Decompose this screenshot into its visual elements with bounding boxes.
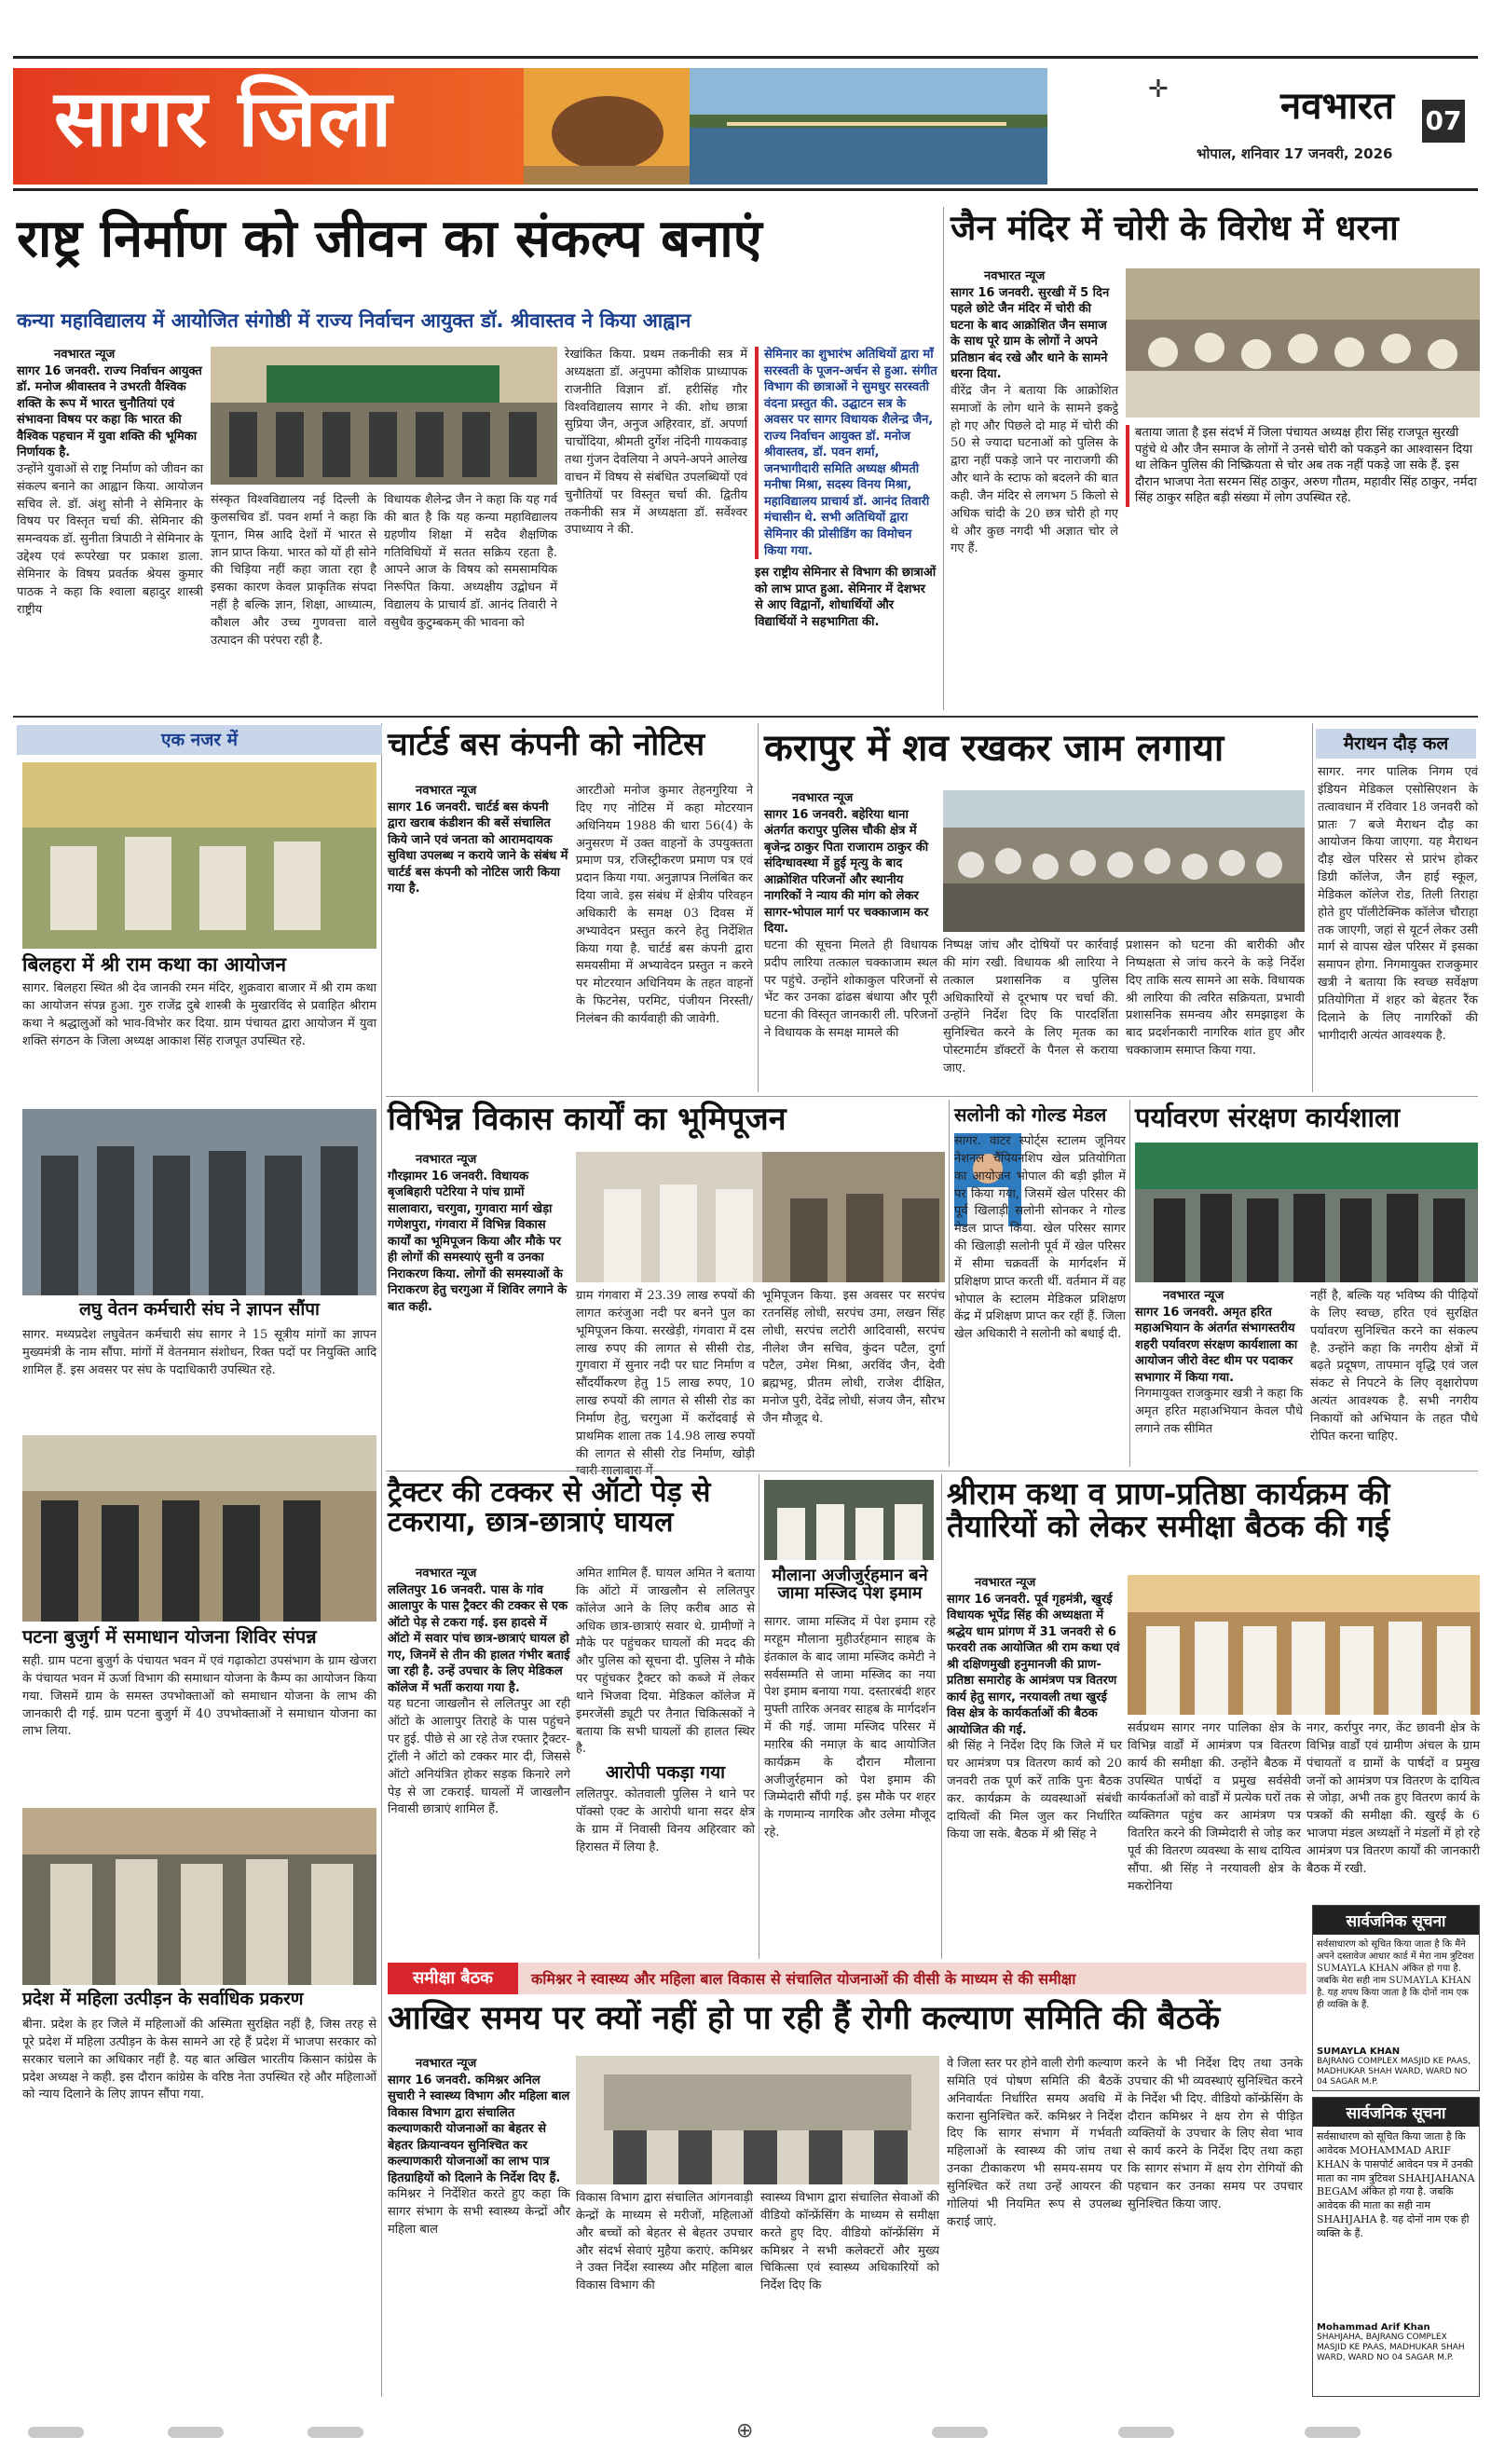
page-number: 07 [1422, 100, 1465, 143]
masthead-photo-lake [690, 68, 1047, 185]
registration-mark [308, 2427, 363, 2438]
masthead [13, 56, 1478, 191]
tractor-col-1 [388, 1566, 570, 1957]
kararpur-source: नवभारत न्यूज [792, 791, 854, 805]
lead-intro: सागर 16 जनवरी. राज्य निर्वाचन आयुक्त डॉ. मनोज श्रीवास्तव ने उभरती वैश्विक शक्ति के रूप में भारत चुनौतियां एवं संभावना विषय पर कहा कि भारत की वैश्विक पहचान में युवा शक्ति की भूमिका निर्णायक है. [17, 363, 202, 460]
charter-source: नवभारत न्यूज [416, 784, 477, 798]
section-rule [386, 1096, 1478, 1097]
jain-col-2 [1126, 425, 1480, 706]
kararpur-body-2: निष्पक्ष जांच और दोषियों पर कार्रवाई की मांग रखी. विधायक श्री लारिया ने तत्काल प्रशासनिक व पुलिस अधिकारियों से दूरभाष पर चर्चा की. उन्होंने निर्देश दिए कि पारदर्शिता सुनिश्चित करने के लिए मृतक का पोस्टमार्टम डॉक्टरों के पैनल से कराया जाए. [943, 938, 1118, 1075]
jain-col-1 [951, 268, 1118, 706]
samiksha-col-5 [1128, 2056, 1303, 2397]
registration-strip [0, 2414, 1491, 2451]
ek-nazar-body-3 [22, 1653, 376, 1802]
notice-name: Mohammad Arif Khan [1317, 2322, 1430, 2333]
notice-name: SUMAYLA KHAN [1317, 2046, 1401, 2057]
kararpur-body-3: प्रशासन को घटना की बारीकी और निष्पक्षता से जांच करने के कड़े निर्देश दिए ताकि सत्य सामने आ सके. विधायक श्री लारिया की त्वरित सक्रियता, प्रभावी प्रशासनिक समन्वय और समझाइश के बाद प्रदर्शनकारी नागरिक शांत हुए और चक्काजाम समाप्त किया गया. [1126, 938, 1305, 1059]
lead-subhead: कन्या महाविद्यालय में आयोजित संगोष्ठी में राज्य निर्वाचन आयुक्त डॉ. श्रीवास्तव ने किया आह्वान [17, 309, 691, 332]
bhoomipujan-col-3 [762, 1288, 945, 1465]
tractor-col-2 [576, 1566, 755, 1957]
ek-nazar-text-1: सागर. बिलहरा स्थित श्री देव जानकी रमन मंदिर, शुक्रवारा बाजार में श्री राम कथा का आयोजन संपन्न हुआ. गुरु राजेंद्र दुबे शास्त्री के मुखारविंद से प्रवाहित श्रीराम कथा ने श्रद्धालुओं को भाव-विभोर कर दिया. ग्राम पंचायत द्वारा आयोजन में युवा शक्ति संगठन के जिला अध्यक्ष आकाश सिंह राजपूत उपस्थित रहे. [22, 981, 376, 1048]
ek-nazar-text-2: सागर. मध्यप्रदेश लघुवेतन कर्मचारी संघ सागर ने 15 सूत्रीय मांगों का ज्ञापन मुख्यमंत्री के नाम सौंपा. मांगों में वेतनमान संशोधन, रिक्त पदों पर नियुक्ति आदि शामिल हैं. इस अवसर पर संघ के पदाधिकारी उपस्थित रहे. [22, 1328, 376, 1377]
samiksha-body-3: स्वास्थ्य विभाग द्वारा संचालित सेवाओं की वीडियो कॉन्फ्रेंसिंग के माध्यम से समीक्षा करते हुए दिए. वीडियो कॉन्फ्रेंसिंग में कमिश्नर ने सभी कलेक्टरों और मुख्य चिकित्सा एवं स्वास्थ्य अधिकारियों को निर्देश दिए कि [760, 2191, 939, 2293]
ek-nazar-headline-1: बिलहरा में श्री राम कथा का आयोजन [22, 953, 287, 976]
column-rule [943, 207, 944, 710]
charter-body: आरटीओ मनोज कुमार तेहनगुरिया ने दिए गए नोटिस में कहा मोटरयान अधिनियम 1988 की धारा 56(4) के अनुसरण में उक्त वाहनों के उपयुक्तता प्रमाण पत्र, रजिस्ट्रीकरण प्रमाण पत्र एवं प्रदान किया गया. अनुज्ञापत्र निलंबित कर दिया जावे. इस संबंध में क्षेत्रीय परिवहन अधिकारी के समक्ष 03 दिवस में अभ्यावेदन प्रस्तुत करने हेतु निर्देशित किया गया है. चार्टर्ड बस कंपनी द्वारा समयसीमा में अभ्यावेदन प्रस्तुत न करने पर मोटरयान अधिनियम के तहत वाहनों के फिटनेस, परमिट, पंजीयन निरस्ती/निलंबन की कार्यवाही की जावेगी. [576, 784, 753, 1026]
tractor-headline: ट्रैक्टर की टक्कर से ऑटो पेड़ से टकराया, छात्र-छात्राएं घायल [388, 1476, 711, 1539]
samiksha-col-1 [388, 2056, 570, 2397]
bhoomipujan-source: नवभारत न्यूज [416, 1153, 477, 1167]
ek-nazar-text-3: सही. ग्राम पटना बुजुर्ग के पंचायत भवन में एवं गढ़ाकोटा उपसंभाग के ग्राम खेजरा के पंचायत भवन में ऊर्जा विभाग की समाधान योजना के कैम्प का आयोजन किया गया. जिसमें ग्राम के समस्त उपभोक्ताओं को समाधान योजना के लाभ की जानकारी दी गई. ग्राम पटना बुजुर्ग में 40 उपभोक्ताओं ने समाधान योजना का लाभ लिया. [22, 1654, 376, 1739]
environment-intro: सागर 16 जनवरी. अमृत हरित महाअभियान के अंतर्गत संभागस्तरीय शहरी पर्यावरण संरक्षण कार्यशाला का आयोजन जीरो वेस्ट थीम पर पदाकर सभागार में किया गया. [1135, 1305, 1298, 1385]
lead-pull-quote: सेमिनार का शुभारंभ अतिथियों द्वारा माँ सरस्वती के पूजन-अर्चन से हुआ. संगीत विभाग की छात्राओं ने सुमधुर सरस्वती वंदना प्रस्तुत की. उद्घाटन सत्र के अवसर पर सागर विधायक शैलेन्द्र जैन, राज्य निर्वाचन आयुक्त डॉ. मनोज श्रीवास्तव, डॉ. पवन शर्मा, जनभागीदारी समिति अध्यक्ष श्रीमती मनीषा मिश्रा, सदस्य विनय मिश्रा, महाविद्यालय प्राचार्य डॉ. आनंद तिवारी मंचासीन थे. सभी अतिथियों द्वारा सेमिनार की प्रोसीडिंग का विमोचन किया गया. [755, 347, 937, 559]
notice-title: सार्वजनिक सूचना [1313, 1906, 1479, 1935]
lead-body-2: संस्कृत विश्वविद्यालय नई दिल्ली के कुलसचिव डॉ. पवन शर्मा ने कहा कि यूनान, मिस्र आदि देशों में भारत से ज्ञान प्राप्त किया. भारत को यों ही सोने की चिड़िया नहीं कहा जाता रहा है इसका कारण केवल प्राकृतिक संपदा नहीं है बल्कि ज्ञान, शिक्षा, आध्यात्म, कौशल और उच्च गुणवत्ता वाले उत्पादन की परंपरा रही है. [211, 493, 376, 648]
registration-mark [1305, 2427, 1361, 2438]
samiksha-headline: आखिर समय पर क्यों नहीं हो पा रही हैं रोगी कल्याण समिति की बैठकें [388, 2000, 1221, 2037]
shriram-headline: श्रीराम कथा व प्राण-प्रतिष्ठा कार्यक्रम की तैयारियों को लेकर समीक्षा बैठक की गई [947, 1475, 1390, 1544]
bhoomipujan-body-1: ग्राम गंगवारा में 23.39 लाख रुपयों की लागत करंजुआ नदी पर बनने पुल का भूमिपूजन किया. सरखेड़ी, गंगवारा में दस लाख रुपए की लागत से सीसी रोड, गुगवारा में सुनार नदी पर घाट निर्माण व सौंदर्यीकरण हेतु 15 लाख रुपए, 10 लाख रुपयों की लागत से सीसी रोड का निर्माण हेतु, चरगुआ में करोंदवाई से प्राथमिक शाला तक 14.98 लाख रुपयों की लागत से सीसी रोड निर्माण, खोड़ी [576, 1289, 755, 1461]
samiksha-body-1: कमिश्नर ने निर्देशित करते हुए कहा कि सागर संभाग के सभी स्वास्थ्य केन्द्रों और महिला बाल [388, 2187, 570, 2238]
tractor-intro: ललितपुर 16 जनवरी. पास के गांव आलापुर के पास ट्रैक्टर की टक्कर से एक ऑटो पेड़ से टकरा गई. इस हादसे में ऑटो में सवार पांच छात्र-छात्राएं घायल हो गए, जिनमें से तीन की हालत गंभीर बताई जा रही है. उन्हें उपचार के लिए मेडिकल कॉलेज में भर्ती कराया गया है. [388, 1582, 570, 1695]
shriram-col-3 [1306, 1720, 1480, 1897]
ek-nazar-body-2 [22, 1327, 376, 1430]
lead-col-2 [211, 492, 376, 708]
marathon-col [1318, 764, 1478, 1090]
lead-photo-stage [211, 347, 557, 485]
tractor-body-1: यह घटना जाखलौन से ललितपुर आ रही ऑटो के आलापुर तिराहे के पास पहुंचने पर हुई. पीछे से आ रहे तेज रफ्तार ट्रैक्टर-ट्रॉली ने ऑटो को टक्कर मार दी, जिससे ऑटो अनियंत्रित होकर सड़क किनारे लगे पेड़ से जा टकराई. घायलों में जाखलौन निवासी छात्राएं शामिल हैं. [388, 1697, 570, 1817]
column-rule [941, 1474, 942, 1959]
saloni-headline: सलोनी को गोल्ड मेडल [954, 1103, 1107, 1126]
samiksha-body-2: विकास विभाग द्वारा संचालित आंगनवाड़ी केन्द्रों के माध्यम से मरीजों, महिलाओं और बच्चों को बेहतर से बेहतर उपचार और संदर्भ सेवाएं मुहैया कराएं. कमिश्नर ने उक्त निर्देश स्वास्थ्य और महिला बाल विकास विभाग की [576, 2191, 753, 2293]
maulana-body: सागर. जामा मस्जिद में पेश इमाम रहे मरहूम मौलाना मुहीउर्रहमान साहब के इंतकाल के बाद जामा मस्जिद कमेटी ने सर्वसम्मति से जामा मस्जिद का नया पेश इमाम बनाया गया. दस्तारबंदी शहर मुफ्ती तारिक अनवर साहब के मार्गदर्शन में की गई. जामा मस्जिद परिसर में मग़रिब की नमाज़ के बाद आयोजित कार्यक्रम के दौरान मौलाना अजीजुर्रहमान को पेश इमाम की जिम्मेदारी सौंपी गई. इस मौके पर शहर के गणमान्य नागरिक और उलेमा मौजूद रहे. [764, 1615, 936, 1841]
tractor-sub-headline: आरोपी पकड़ा गया [605, 1762, 726, 1784]
charter-intro: सागर 16 जनवरी. चार्टर्ड बस कंपनी द्वारा खराब कंडीशन की बसें संचालित किये जाने एवं जनता को आरामदायक सुविधा उपलब्ध न कराये जाने के संबंध में चार्टर्ड बस कंपनी को नोटिस जारी किया गया है. [388, 800, 568, 897]
environment-headline: पर्यावरण संरक्षण कार्यशाला [1135, 1102, 1401, 1133]
maulana-photo [764, 1480, 934, 1560]
ek-nazar-photo-2 [22, 1109, 376, 1295]
shriram-source: नवभारत न्यूज [975, 1576, 1036, 1590]
notice-body [1313, 1935, 1479, 2046]
column-rule [758, 723, 759, 1092]
kararpur-col-2 [943, 938, 1118, 1090]
environment-source: नवभारत न्यूज [1163, 1289, 1224, 1303]
lead-body-5: इस राष्ट्रीय सेमिनार से विभाग की छात्राओं को लाभ प्राप्त हुआ. सेमिनार में देशभर से आए विद्वानों, शोधार्थियों और विद्यार्थियों ने सहभागिता की. [755, 566, 937, 629]
brand-logo: नवभारत [1280, 85, 1395, 128]
lead-body-3: विधायक शैलेन्द्र जैन ने कहा कि यह गर्व की बात है कि यह कन्या महाविद्यालय ग्रहणीय शिक्षा में सदैव शैक्षणिक गतिविधियों में सतत सक्रिय रहता है. आपने आज के विषय को समसामयिक निरूपित किया. अध्यक्षीय उद्बोधन में विद्यालय के प्राचार्य डॉ. आनंद तिवारी ने वसुधैव कुटुम्बकम् की भावना को [384, 493, 557, 630]
samiksha-body-5: करने के भी निर्देश दिए तथा उनके उपचार की भी व्यवस्थाएं सुनिश्चित करने के निर्देश भी दिए. वीडियो कॉन्फ्रेंसिंग के दौरान कमिश्नर ने क्षय रोग से पीड़ित व्यक्तियों के उपचार के लिए सेवा भाव से कार्य करने के निर्देश दिए तथा कहा कि सागर संभाग में क्षय रोग रोगियों की पहचान कर उनका समय पर उपचार सुनिश्चित किया जाए. [1128, 2057, 1303, 2211]
kararpur-headline: करापुर में शव रखकर जाम लगाया [764, 727, 1224, 770]
lead-source: नवभारत न्यूज [54, 348, 116, 362]
environment-col-2 [1310, 1288, 1478, 1465]
jain-source: नवभारत न्यूज [984, 269, 1046, 283]
ek-nazar-text-4: बीना. प्रदेश के हर जिले में महिलाओं की अस्मिता सुरक्षित नहीं है, जिस तरह से पूरे प्रदेश में महिला उत्पीड़न के केस सामने आ रहे हैं प्रदेश में भाजपा सरकार को सरकार चलाने का अधिकार नहीं है. यह बात अखिल भारतीय किसान कांग्रेस के प्रदेश अध्यक्ष ने कही. इस दौरान कांग्रेस के वरिष्ठ नेता उपस्थित रहे और महिलाओं को न्याय दिलाने के लिए ज्ञापन सौंपा गया. [22, 2018, 376, 2102]
registration-mark [28, 2427, 84, 2438]
samiksha-source: नवभारत न्यूज [416, 2057, 477, 2071]
kararpur-intro: सागर 16 जनवरी. बहेरिया थाना अंतर्गत करापुर पुलिस चौकी क्षेत्र में बृजेन्द्र ठाकुर पिता राजाराम ठाकुर की संदिग्धावस्था में हुई मृत्यु के बाद आक्रोशित परिजनों और स्थानीय नागरिकों ने न्याय की मांग को लेकर सागर-भोपाल मार्ग पर चक्काजाम कर दिया. [764, 807, 929, 937]
dateline: भोपाल, शनिवार 17 जनवरी, 2026 [1197, 145, 1393, 162]
bhoomipujan-photo [576, 1152, 945, 1282]
kararpur-photo [943, 790, 1305, 932]
lead-headline: राष्ट्र निर्माण को जीवन का संकल्प बनाएं [17, 209, 762, 269]
charter-col-1 [388, 783, 570, 1090]
lead-body-4: रेखांकित किया. प्रथम तकनीकी सत्र में अध्यक्षता डॉ. अनुपमा कौशिक प्राध्यापक राजनीति विज्ञान डॉ. हरीसिंह गौर विश्वविद्यालय सागर ने की. शोध छात्रा सुप्रिया जैन, अनुज अहिरवार, डॉ. अपर्णा चाचोंदिया, श्रीमती दुर्गेश नंदिनी गायकवाड़ तथा गुंजन देवलिया ने अपने-अपने आलेख वाचन में विषय से संबंधित उपलब्धियों एवं चुनौतियों पर विस्तृत चर्चा की. द्वितीय तकनीकी सत्र में अध्यक्षता डॉ. सर्वेश्वर उपाध्याय ने की. [565, 348, 747, 538]
shriram-body-1: श्री सिंह ने निर्देश दिए कि जिले में घर घर आमंत्रण पत्र वितरण कार्य को 20 जनवरी तक पूर्ण करें ताकि पुनः बैठक कर. कार्यक्रम के व्यवस्थाओं संबंधी दायित्वों की मिल जुल कर निर्धारित किया जा सके. बैठक में श्री सिंह ने [947, 1739, 1122, 1841]
jain-headline: जैन मंदिर में चोरी के विरोध में धरना [951, 208, 1399, 248]
environment-body-2: नहीं है, बल्कि यह भविष्य की पीढ़ियों के लिए स्वच्छ, हरित एवं सुरक्षित पर्यावरण सुनिश्चित करने का संकल्प है. उन्होंने कहा कि नगरीय क्षेत्रों में बढ़ते प्रदूषण, तापमान वृद्धि एवं जल संकट से निपटने के लिए वृक्षारोपण अत्यंत आवश्यक है. सभी नगरीय निकायों को अभियान के तहत पौधे रोपित करना चाहिए. [1310, 1289, 1478, 1444]
registration-mark [168, 2427, 224, 2438]
marathon-headline: मैराथन दौड़ कल [1316, 729, 1476, 759]
samiksha-col-4 [947, 2056, 1122, 2397]
masthead-photo-rock [524, 68, 690, 185]
ek-nazar-body-1 [22, 980, 376, 1102]
lead-col-1 [17, 347, 203, 705]
column-rule [1129, 1100, 1130, 1467]
public-notice-2 [1312, 2097, 1480, 2397]
jain-body: वीरेंद्र जैन ने बताया कि आक्रोशित समाजों के लोग थाने के सामने इकट्ठे हो गए और पिछले दो माह में चोरी की 50 से ज्यादा घटनाओं को पुलिस के द्वारा नहीं पकड़े जाने पर नाराजगी की और थाने के स्टाफ को बदलने की बात कही. जैन मंदिर से लगभग 5 किलो से अधिक चांदी के 20 छत्र चोरी हो गए थे और कुछ नगदी भी अज्ञात चोर ले गए हैं. [951, 383, 1118, 556]
notice-title: सार्वजनिक सूचना [1313, 2098, 1479, 2127]
bhoomipujan-col-2 [576, 1288, 755, 1465]
maulana-col [764, 1614, 936, 1959]
ek-nazar-photo-3 [22, 1435, 376, 1622]
samiksha-kicker: कमिश्नर ने स्वास्थ्य और महिला बाल विकास से संचालित योजनाओं की वीसी के माध्यम से की समीक्षा [531, 1970, 1076, 1988]
notice-address: SHAHJAHA, BAJRANG COMPLEX MASJID KE PAAS, MADHUKAR SHAH WARD, WARD NO 04 SAGAR M.P. [1317, 2333, 1465, 2362]
samiksha-body-4: वे जिला स्तर पर होने वाली रोगी कल्याण समिति एवं पोषण समिति की बैठकें अनिवार्यतः निर्धारित समय अवधि में कराना सुनिश्चित करें. कमिश्नर ने निर्देश दिए कि सागर संभाग में गर्भवती महिलाओं के स्वास्थ्य की जांच तथा उनका टीकाकरण भी समय-समय पर सुनिश्चित करें तथा उन्हें आयरन की गोलियां भी नियमित रूप से उपलब्ध कराई जाएं. [947, 2057, 1122, 2229]
lead-col-3 [384, 492, 557, 708]
section-rule [386, 1471, 1478, 1472]
kararpur-body-1: घटना की सूचना मिलते ही विधायक प्रदीप लारिया तत्काल चक्काजाम स्थल पर पहुंचे. उन्होंने शोकाकुल परिजनों से भेंट कर उनका ढांढस बंधाया और पूरी घटना की विस्तृत जानकारी ली. परिजनों ने विधायक के समक्ष मामले की [764, 938, 937, 1041]
tractor-source: नवभारत न्यूज [416, 1567, 477, 1581]
bhoomipujan-intro: गौरझामर 16 जनवरी. विधायक बृजबिहारी पटेरिया ने पांच ग्रामों सालावारा, चरगुवा, गुगवारा मार्ग खेड़ा गणेशपुरा, गंगवारा में विभिन्न विकास कार्यों का भूमिपूजन किया और मौके पर ही लोगों की समस्याएं सुनी व उनका निराकरण किया. लोगों की समस्याओं के निराकरण हेतु चरगुआ में शिविर लगाने के बात कही. [388, 1169, 568, 1314]
registration-mark [932, 2427, 988, 2438]
brand-star-icon: ✛ [1148, 75, 1169, 103]
notice-text: सर्वसाधारण को सूचित किया जाता है कि मैंने अपने दस्तावेज आधार कार्ड में मेरा नाम त्रुटिवश SUMAYLA KHAN अंकित हो गया है. जबकि मेरा सही नाम SUMAYLA KHAN है. यह शपथ किया जाता है कि दोनों नाम एक ही व्यक्ति के हैं. [1317, 1939, 1474, 2010]
marathon-body: सागर. नगर पालिक निगम एवं इंडियन मेडिकल एसोसिएशन के तत्वावधान में रविवार 18 जनवरी को प्रातः 7 बजे मैराथन दौड़ का आयोजन किया जाएगा. यह मैराथन दौड़ खेल परिसर से प्रारंभ होकर डिग्री कॉलेज, जैन हाई स्कूल, मेडिकल कॉलेज रोड, तिली तिराहा होते हुए पॉलीटेक्निक कॉलेज चौराहा तक जाएगी, जहां से यूटर्न लेकर उसी मार्ग से वापस खेल परिसर में इसका समापन होगा. निगमायुक्त राजकुमार खत्री ने बताया कि स्वच्छ सर्वेक्षण प्रतियोगिता में शहर को बेहतर रैंक दिलाने के लिए नागरिकों की भागीदारी अत्यंत आवश्यक है. [1318, 765, 1478, 1043]
charter-headline: चार्टर्ड बस कंपनी को नोटिस [388, 726, 705, 763]
saloni-col [954, 1133, 1126, 1465]
section-rule [13, 716, 1478, 718]
kararpur-col-3 [1126, 938, 1305, 1090]
bhoomipujan-body-2: भूमिपूजन किया. इस अवसर पर सरपंच रतनसिंह लोधी, सरपंच उमा, लखन सिंह लोधी, सरपंच लटोरी आदिवासी, सरपंच नीलेश जैन सचिव, कुंदन पटैल, दुर्गा पटैल, उमेश मिश्रा, अरविंद जैन, देवी ब्रह्मभट्ट, प्रीतम लोधी, राजेश दीक्षित, मनोज पुरी, देवेंद्र लोधी, संजय जैन, सौरभ जैन मौजूद थे. [762, 1289, 945, 1426]
ek-nazar-body-4 [22, 2017, 376, 2389]
samiksha-photo [576, 2056, 939, 2184]
notice-address: BAJRANG COMPLEX MASJID KE PAAS, MADHUKAR SHAH WARD, WARD NO 04 SAGAR M.P. [1317, 2057, 1471, 2087]
environment-body-1: निगमायुक्त राजकुमार खत्री ने कहा कि अमृत हरित महाअभियान केवल पौधे लगाने तक सीमित [1135, 1387, 1303, 1436]
ek-nazar-headline-4: प्रदेश में महिला उत्पीड़न के सर्वाधिक प्रकरण [22, 1989, 304, 2009]
lead-col-4 [565, 347, 747, 708]
bhoomipujan-col-1 [388, 1152, 570, 1465]
ek-nazar-label: एक नजर में [17, 725, 382, 755]
shriram-col-1 [947, 1575, 1122, 1959]
registration-mark [1118, 2427, 1174, 2438]
ek-nazar-photo-4 [22, 1808, 376, 1985]
tractor-body-2: अमित शामिल हैं. घायल अमित ने बताया कि ऑटो में जाखलौन से ललितपुर कॉलेज आने के लिए करीब आठ से अधिक छात्र-छात्राएं सवार थे. ग्रामीणों ने मौके पर पहुंचकर घायलों की मदद की और पुलिस को सूचना दी. पुलिस ने मौके पर पहुंचकर ट्रैक्टर को कब्जे में लेकर थाने भिजवा दिया. मेडिकल कॉलेज में इमरजेंसी ड्यूटी पर तैनात चिकित्सकों ने बताया कि सभी घायलों की हालत स्थिर है. [576, 1567, 755, 1757]
shriram-photo [1128, 1575, 1480, 1715]
kararpur-col-1 [764, 790, 937, 1088]
samiksha-label: समीक्षा बैठक [388, 1963, 518, 1994]
jain-intro: सागर 16 जनवरी. सुरखी में 5 दिन पहले छोटे जैन मंदिर में चोरी की घटना के बाद आक्रोशित जैन समाज के साथ पूरे ग्राम के लोगों ने अपने प्रतिष्ठान बंद रखे और थाने के सामने धरना दिया. [951, 285, 1110, 382]
charter-col-2 [576, 783, 753, 1090]
environment-col-1 [1135, 1288, 1303, 1465]
notice-body [1313, 2127, 1479, 2322]
ek-nazar-headline-2: लघु वेतन कर्मचारी संघ ने ज्ञापन सौंपा [79, 1299, 320, 1320]
maulana-headline: मौलाना अजीजुर्रहमान बने जामा मस्जिद पेश इमाम [772, 1566, 928, 1603]
notice-text: सर्वसाधारण को सूचित किया जाता है कि आवेदक MOHAMMAD ARIF KHAN के पासपोर्ट आवेदन पत्र में उनकी माता का नाम त्रुटिवश SHAHJAHANA BEGAM अंकित हो गया है. जबकि आवेदक की माता का सही नाम SHAHJAHA है. यह दोनों नाम एक ही व्यक्ति के हैं. [1317, 2130, 1475, 2239]
lead-body-1: उन्होंने युवाओं से राष्ट्र निर्माण को जीवन का संकल्प बनाने का आह्वान किया. आयोजन सचिव ले. डॉ. अंशु सोनी ने सेमिनार के विषय पर विस्तृत चर्चा की. सेमिनार की समन्वयक डॉ. सुनीता त्रिपाठी ने सेमिनार के उद्देश्य एवं रूपरेखा पर प्रकाश डाला. सेमिनार के विषय प्रवर्तक श्रेयस कुमार पाठक ने कहा कि श्वाला बहादुर शास्त्री राष्ट्रीय [17, 461, 203, 617]
shriram-body-2: सर्वप्रथम सागर नगर पालिका क्षेत्र के विभिन्न वार्डों में आमंत्रण पत्र वितरण कार्य की समीक्षा की. उन्होंने बैठक में उपस्थित पार्षदों व प्रमुख सर्वसेवी कार्यकर्ताओं को वार्डों में प्रत्येक घरों तक व्यक्तिगत पहुंच कर आमंत्रण पत्र वितरित करने की जिम्मेदारी से जोड़ कर पूर्व की वितरण व्यवस्था के साथ दायित्व सौंपा. श्री सिंह ने नरयावली क्षेत्र के मकरोनिया [1128, 1721, 1301, 1894]
column-rule [949, 1100, 950, 1467]
ek-nazar-photo-1 [22, 762, 376, 949]
shriram-body-3: नगर, कर्रापुर नगर, केंट छावनी क्षेत्र के विभिन्न वार्डों एवं ग्रामीण अंचल के ग्राम पंचायतों व ग्रामों के पार्षदों व प्रमुख जनों को आमंत्रण पत्र वितरण के दायित्व से जोड़ा, अभी तक हुए वितरण कार्य के पत्रकों की समीक्षा की. खुरई के 6 भाजपा मंडल अध्यक्षों ने मंडलों में हो रहे आमंत्रण पत्र वितरण कार्यों की जानकारी बैठक में रखी. [1306, 1721, 1480, 1876]
samiksha-col-3 [760, 2190, 939, 2397]
lead-col-5 [755, 347, 937, 708]
jain-photo-protest [1126, 268, 1480, 418]
environment-photo [1135, 1143, 1478, 1282]
shriram-intro: सागर 16 जनवरी. पूर्व गृहमंत्री, खुरई विधायक भूपेंद्र सिंह की अध्यक्षता में श्रद्धेय धाम प्रांगण में 31 जनवरी से 6 फरवरी तक आयोजित श्री राम कथा एवं श्री दक्षिणमुखी हनुमानजी की प्राण-प्रतिष्ठा समारोह के आमंत्रण पत्र वितरण कार्य हेतु सागर, नरयावली तथा खुरई विस क्षेत्र के कार्यकर्ताओं की बैठक आयोजित की गई. [947, 1592, 1120, 1737]
jain-pull-quote: बताया जाता है इस संदर्भ में जिला पंचायत अध्यक्ष हीरा सिंह राजपूत सुरखी पहुंचे थे और जैन समाज के लोगों ने उनसे चोरी को पकड़ने का आश्वासन दिया था लेकिन पुलिस की निष्क्रियता से चोर अब तक नहीं पकड़े जा सके हैं. इस दौरान भाजपा नेता सरमन सिंह ठाकुर, अरुण गौतम, महावीर सिंह ठाकुर, नर्मदा सिंह ठाकुर सहित बड़ी संख्या में लोग उपस्थित रहे. [1126, 425, 1480, 507]
public-notice-1 [1312, 1905, 1480, 2091]
ek-nazar-headline-3: पटना बुजुर्ग में समाधान योजना शिविर संपन्न [22, 1625, 317, 1648]
bhoomipujan-headline: विभिन्न विकास कार्यों का भूमिपूजन [388, 1101, 787, 1138]
registration-crosshair-icon: ⊕ [736, 2419, 754, 2443]
shriram-col-2 [1128, 1720, 1301, 1959]
tractor-sub-body: ललितपुर. कोतवाली पुलिस ने थाने पर पॉक्सो एक्ट के आरोपी थाना सदर क्षेत्र के ग्राम में निवासी विनय अहिरवार को हिरासत में लिया है. [576, 1787, 755, 1855]
section-title: सागर जिला [54, 73, 394, 164]
samiksha-intro: सागर 16 जनवरी. कमिश्नर अनिल सुचारी ने स्वास्थ्य विभाग और महिला बाल विकास विभाग द्वारा संचालित कल्याणकारी योजनाओं का बेहतर से बेहतर क्रियान्वयन सुनिश्चित कर कल्याणकारी योजनाओं का लाभ पात्र हितग्राहियों को दिलाने के निर्देश दिए हैं. [388, 2073, 570, 2185]
saloni-body: सागर. वाटर स्पोर्ट्स स्टालम जूनियर नेशनल चैंपियनशिप खेल प्रतियोगिता का आयोजन भोपाल की बड़ी झील में पर किया गया, जिसमें खेल परिसर की पूर्व खिलाड़ी सलोनी सोनकर ने गोल्ड मेडल प्राप्त किया. खेल परिसर सागर की खिलाड़ी सलोनी पूर्व में खेल परिसर में सीमा चक्रवर्ती के मार्गदर्शन में प्रशिक्षण प्राप्त करती थीं. वर्तमान में वह भोपाल के स्टालम मेडिकल प्रशिक्षण केंद्र में प्रशिक्षण प्राप्त कर रहीं हैं. जिला खेल अधिकारी ने सलोनी को बधाई दी. [954, 1134, 1126, 1342]
samiksha-col-2 [576, 2190, 753, 2397]
